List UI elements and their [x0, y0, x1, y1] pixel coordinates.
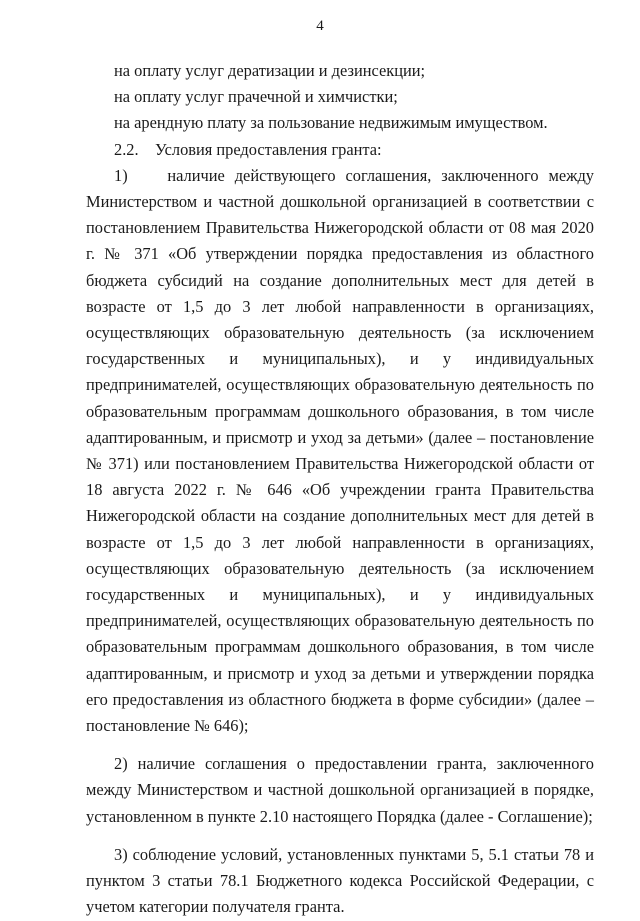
- paragraph-rent: на арендную плату за пользование недвижимым имуществом.: [114, 113, 548, 133]
- paragraph-condition-3: 3) соблюдение условий, установленных пунктами 5, 5.1 статьи 78 и пунктом 3 статьи 78.1 Бюджетного кодекса Российской Федерации, с учетом категории получателя гранта.: [86, 844, 594, 917]
- section-heading-2-2: 2.2. Условия предоставления гранта:: [114, 139, 382, 159]
- paragraph-condition-2: 2) наличие соглашения о предоставлении гранта, заключенного между Министерством и частной дошкольной организацией в порядке, установленном в пункте 2.10 настоящего Порядка (далее - Соглашение);: [86, 754, 594, 826]
- paragraph-laundry: на оплату услуг прачечной и химчистки;: [114, 87, 398, 107]
- paragraph-condition-1: 1) наличие действующего соглашения, заключенного между Министерством и частной дошкольной организацией в соответствии с постановлением Правительства Нижегородской области от 08 мая 2020 г. № 371 «Об утверждении порядка предоставления из областного бюджета субсидий на создание дополнительных мест для детей в возрасте от 1,5 до 3 лет любой направленности в организациях, осуществляющих образовательную деятельность (за исключением государственных и муниципальных), и у индивидуальных предпринимателей, осуществляющих образовательную деятельность по образовательным программам дошкольного образования, в том числе адаптированным, и присмотр и уход за детьми» (далее – постановление № 371) или постановлением Правительства Нижегородской области от 18 августа 2022 г. № 646 «Об учреждении гранта Правительства Нижегородской области на создание дополнительных мест для детей в возрасте от 1,5 до 3 лет любой направленности в организациях, осуществляющих образовательную деятельность (за исключением государственных и муниципальных), и у индивидуальных предпринимателей, осуществляющих образовательную деятельность по образовательным программам дошкольного образования, в том числе адаптированным, и присмотр и уход за детьми и утверждении порядка его предоставления из областного бюджета в форме субсидии» (далее – постановление № 646);: [86, 165, 594, 736]
- page-number: 4: [316, 18, 324, 34]
- paragraph-deratization: на оплату услуг дератизации и дезинсекции;: [114, 61, 426, 80]
- document-body: [86, 58, 594, 921]
